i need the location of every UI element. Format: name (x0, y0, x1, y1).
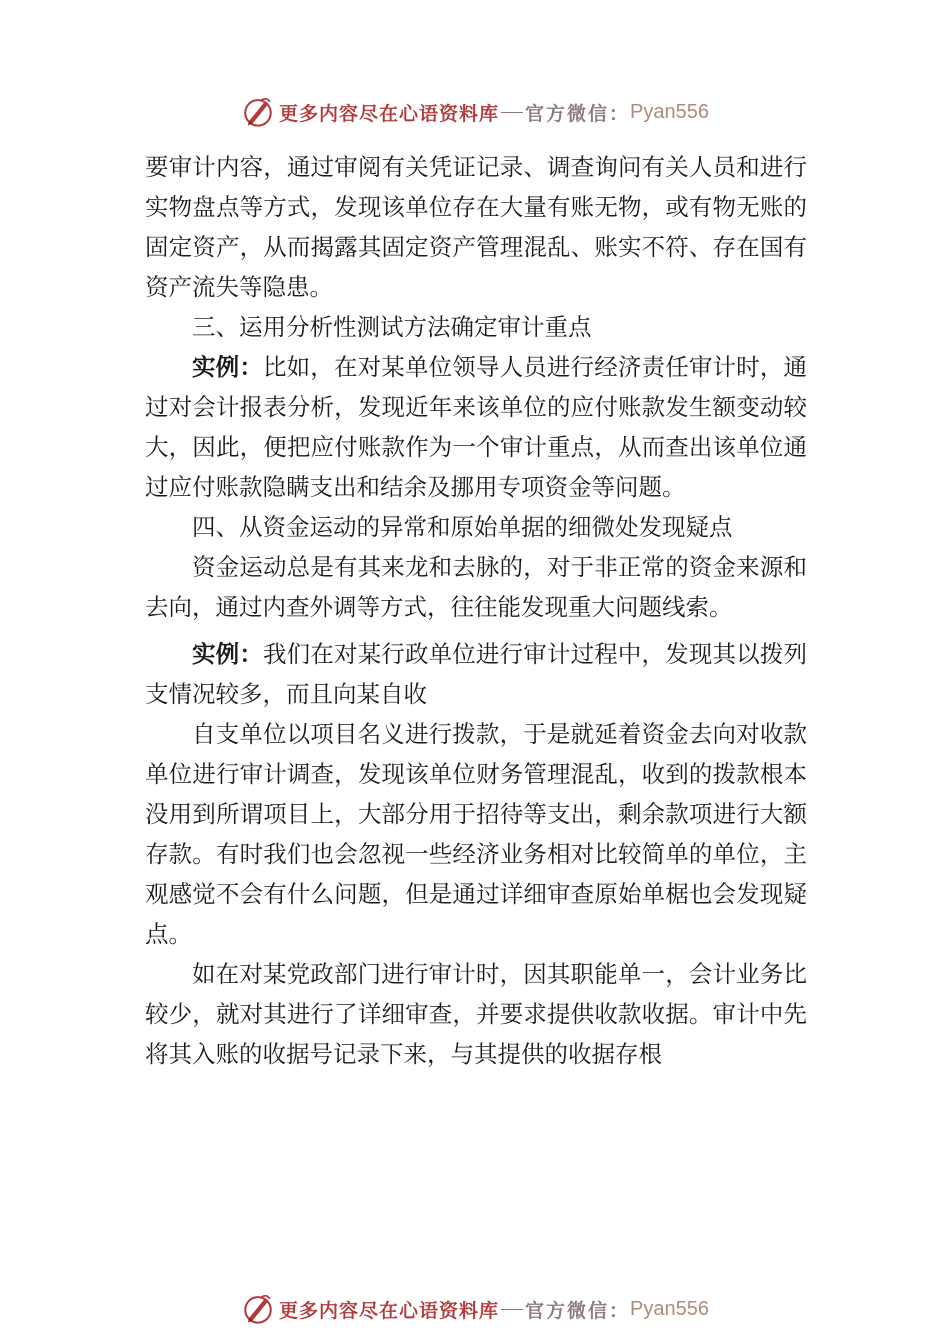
header-wechat-id: Pyan556 (630, 100, 709, 123)
example-1-label: 实例： (192, 353, 263, 381)
footer-dash (501, 1309, 523, 1310)
footer-wechat-label: 官方微信： (525, 1299, 631, 1322)
paragraph-4: 资金运动总是有其来龙和去脉的，对于非正常的资金来源和去向，通过内查外调等方式，往往能发现重大问题线索。 (145, 553, 807, 621)
header-banner (0, 92, 950, 132)
pen-logo-icon (241, 1292, 275, 1326)
header-wechat-label: 官方微信： (525, 102, 631, 125)
footer-wechat-id: Pyan556 (630, 1297, 709, 1320)
header-brand-text: 更多内容尽在心语资料库 (279, 102, 500, 125)
pen-logo-icon (241, 95, 275, 129)
section-heading-3: 三、运用分析性测试方法确定审计重点 (192, 313, 592, 341)
example-2-text: 我们在对某行政单位进行审计过程中，发现其以拨列支情况较多，而且向某自收 (145, 640, 808, 708)
example-2-label: 实例： (192, 640, 263, 668)
paragraph-1: 要审计内容，通过审阅有关凭证记录、调查询问有关人员和进行实物盘点等方式，发现该单位存在大量有账无物，或有物无账的固定资产，从而揭露其固定资产管理混乱、账实不符、存在国有资产流失等隐患。 (145, 153, 807, 301)
example-2 (145, 634, 807, 714)
footer-brand-text: 更多内容尽在心语资料库 (279, 1299, 500, 1322)
footer-banner (0, 1289, 950, 1329)
example-1 (145, 347, 807, 507)
paragraph-5: 自支单位以项目名义进行拨款，于是就延着资金去向对收款单位进行审计调查，发现该单位财务管理混乱，收到的拨款根本没用到所谓项目上，大部分用于招待等支出，剩余款项进行大额存款。有时我们也会忽视一些经济业务相对比较简单的单位，主观感觉不会有什么问题，但是通过详细审查原始单椐也会发现疑点。 (145, 720, 807, 948)
example-1-text: 比如，在对某单位领导人员进行经济责任审计时，通过对会计报表分析，发现近年来该单位的应付账款发生额变动较大，因此，便把应付账款作为一个审计重点，从而查出该单位通过应付账款隐瞒支出和结余及挪用专项资金等问题。 (145, 353, 808, 501)
header-dash (501, 112, 523, 113)
section-heading-4: 四、从资金运动的异常和原始单据的细微处发现疑点 (192, 513, 733, 541)
document-body (145, 147, 807, 1074)
paragraph-6: 如在对某党政部门进行审计时，因其职能单一，会计业务比较少，就对其进行了详细审查，并要求提供收款收据。审计中先将其入账的收据号记录下来，与其提供的收据存根 (145, 960, 807, 1068)
